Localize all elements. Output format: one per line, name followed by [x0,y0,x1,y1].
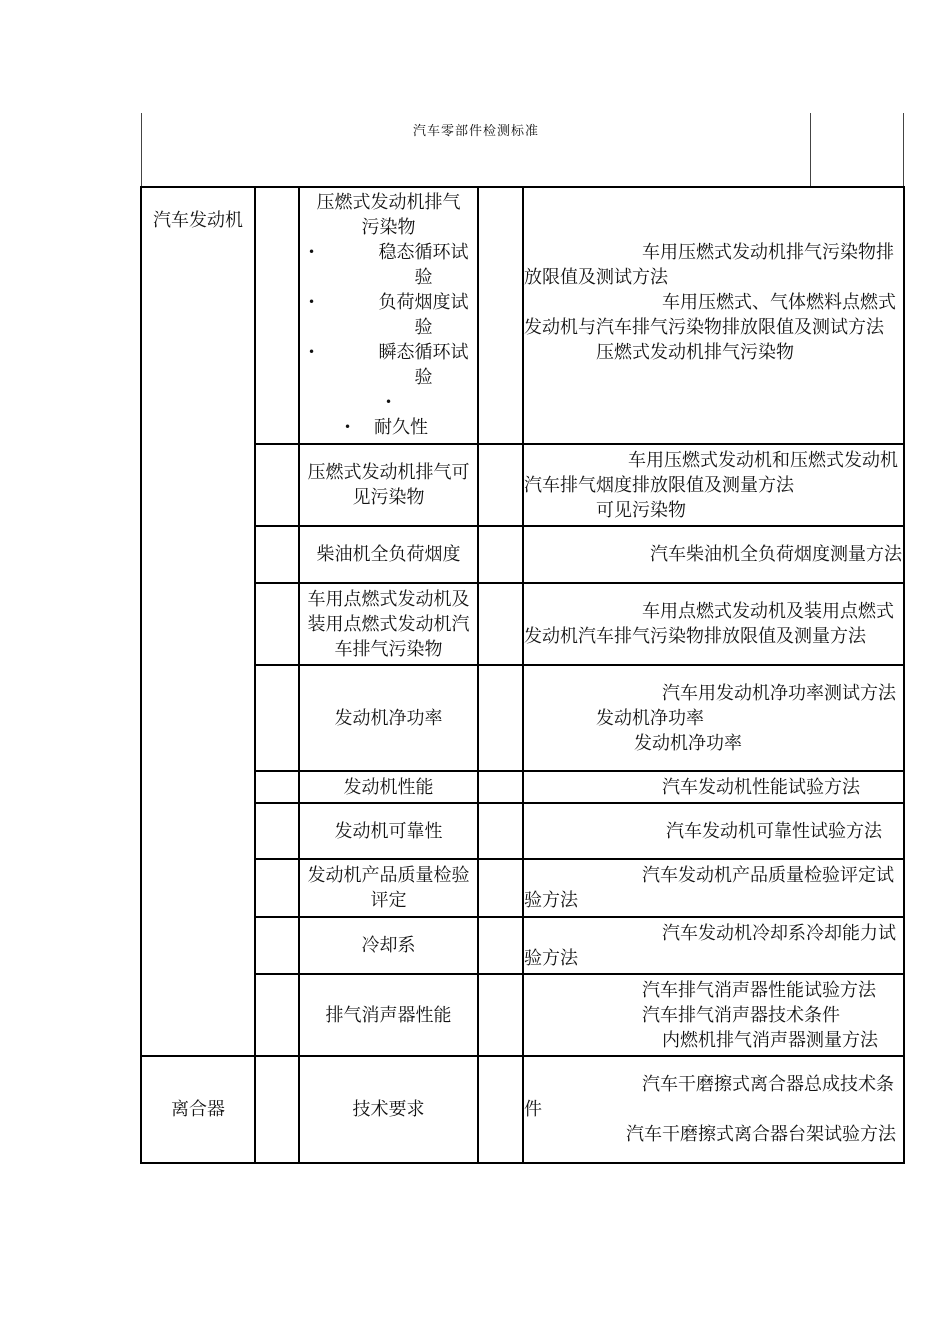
empty-cell [255,1056,299,1163]
empty-cell [255,187,299,444]
standard-cell [523,803,904,859]
table-row [141,665,904,771]
list-item-text: 负荷烟度试验 [378,292,469,338]
standard-cell [523,771,904,803]
item-cell: 冷却系 [299,917,478,974]
item-cell: 排气消声器性能 [299,974,478,1056]
document-title: 汽车零部件检测标准 [412,124,539,139]
category-cell: 汽车发动机 [141,187,255,1056]
table-row [141,187,904,444]
empty-cell [478,444,523,526]
list-item: • [384,395,393,409]
item-cell: 柴油机全负荷烟度 [299,526,478,583]
standard-cell [523,859,904,917]
standards-table [140,186,905,1164]
empty-cell [255,583,299,665]
empty-cell [255,974,299,1056]
standard-text: 压燃式发动机排气污染物 [596,342,794,363]
standard-text: 汽车发动机冷却系冷却能力试验方法 [524,922,896,969]
standard-cell [523,917,904,974]
item-cell: 发动机性能 [299,771,478,803]
standard-text: 汽车排气消声器技术条件 [642,1004,840,1026]
standard-text: 可见污染物 [596,499,686,521]
list-item-text: 瞬态循环试验 [378,342,469,388]
empty-cell [255,526,299,583]
item-cell: 车用点燃式发动机及装用点燃式发动机汽车排气污染物 [299,583,478,665]
list-item: • 瞬态循环试验 [300,340,477,390]
table-row [141,803,904,859]
standard-text: 发动机净功率 [634,732,742,754]
item-cell: 技术要求 [299,1056,478,1163]
empty-cell [255,444,299,526]
standard-text: 车用压燃式、气体燃料点燃式发动机与汽车排气污染物排放限值及测试方法 [524,292,896,338]
empty-cell [478,1056,523,1163]
table-row [141,526,904,583]
list-item-text: 稳态循环试验 [378,242,469,288]
empty-cell [478,917,523,974]
list-item-text: 耐久性 [374,417,428,438]
standard-text: 汽车发动机产品质量检验评定试验方法 [524,865,894,911]
standard-text: 发动机净功率 [596,707,704,729]
standard-cell [523,1056,904,1163]
table-row [141,771,904,803]
item-cell [299,187,478,444]
empty-cell [255,771,299,803]
table-row [141,917,904,974]
item-cell: 发动机可靠性 [299,803,478,859]
table-row [141,583,904,665]
category-cell: 离合器 [141,1056,255,1163]
header-right-rule [903,113,904,186]
standard-cell [523,526,904,583]
standard-cell [523,974,904,1056]
standard-text: 汽车用发动机净功率测试方法 [662,682,896,704]
standard-text: 汽车柴油机全负荷烟度测量方法 [650,544,902,565]
empty-cell [478,665,523,771]
empty-cell [255,665,299,771]
item-cell: 发动机净功率 [299,665,478,771]
empty-cell [478,583,523,665]
standard-text: 车用压燃式发动机和压燃式发动机汽车排气烟度排放限值及测量方法 [524,449,898,496]
standard-cell [523,444,904,526]
standard-text: 汽车发动机性能试验方法 [662,776,860,798]
empty-cell [478,974,523,1056]
standard-text: 内燃机排气消声器测量方法 [662,1029,878,1051]
empty-cell [478,859,523,917]
table-row [141,1056,904,1163]
item-title-line: 压燃式发动机排气 [316,192,461,213]
list-item: • 耐久性 [300,415,477,440]
table-row [141,974,904,1056]
empty-cell [255,803,299,859]
empty-cell [478,803,523,859]
empty-cell [255,917,299,974]
empty-cell [478,526,523,583]
empty-cell [255,859,299,917]
empty-cell [478,187,523,444]
table-row [141,859,904,917]
item-title-line: 污染物 [361,217,416,238]
list-item: • 负荷烟度试验 [300,290,477,340]
item-cell: 压燃式发动机排气可见污染物 [299,444,478,526]
standard-cell [523,583,904,665]
standard-text: 汽车干磨擦式离合器台架试验方法 [626,1124,896,1145]
standard-text: 车用压燃式发动机排气污染物排放限值及测试方法 [524,242,894,288]
standard-text: 汽车发动机可靠性试验方法 [666,820,882,842]
empty-cell [478,771,523,803]
list-item: • 稳态循环试验 [300,240,477,290]
table-row [141,444,904,526]
standard-cell [523,665,904,771]
item-cell: 发动机产品质量检验评定 [299,859,478,917]
standard-text: 汽车干磨擦式离合器总成技术条件 [524,1074,894,1120]
standard-text: 汽车排气消声器性能试验方法 [642,979,876,1001]
standard-text: 车用点燃式发动机及装用点燃式发动机汽车排气污染物排放限值及测量方法 [524,601,894,647]
standard-cell [523,187,904,444]
